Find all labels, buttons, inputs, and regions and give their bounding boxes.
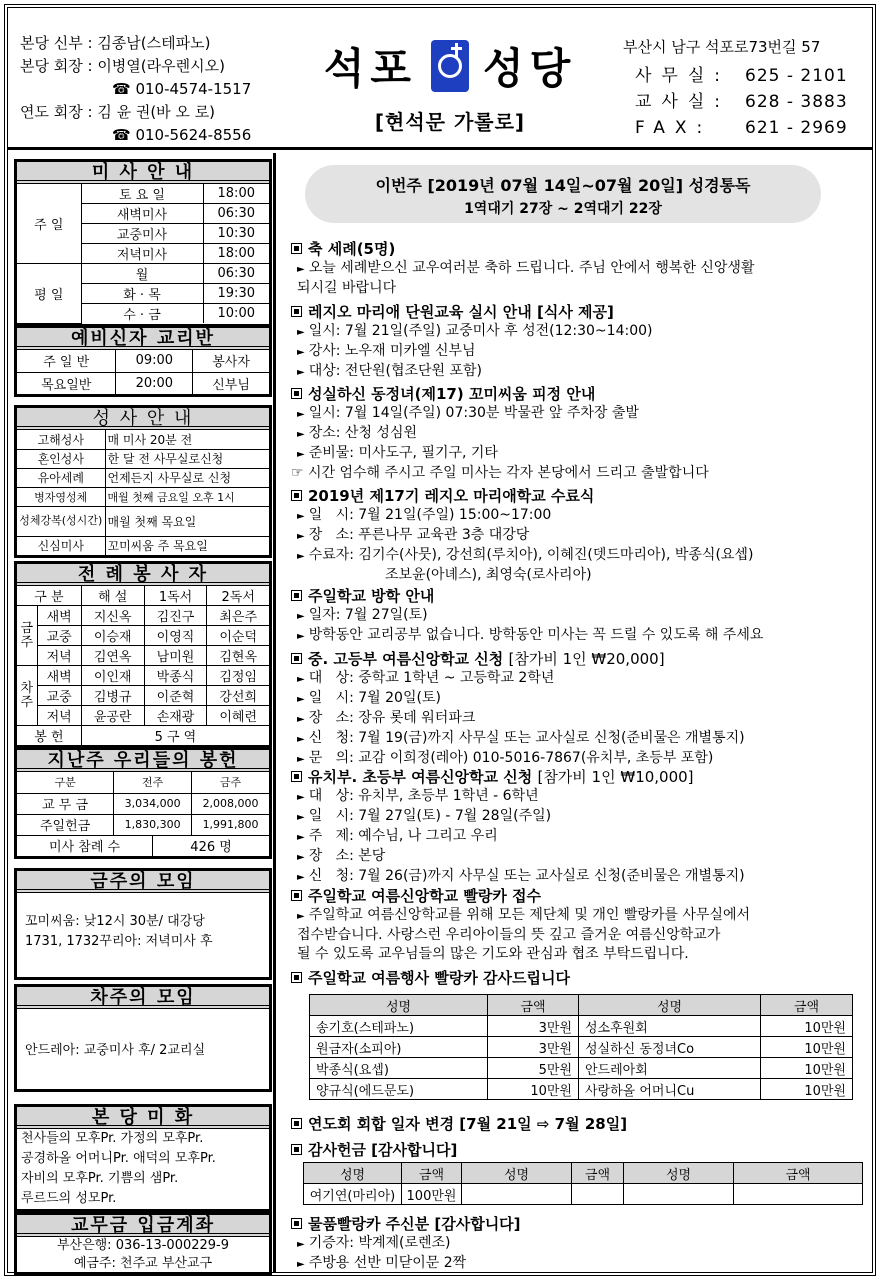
liturgy-servers-box: 전 례 봉 사 자 구 분 해 설 1독서 2독서 금주 새벽 지신옥 김진구 최은주 교중 이승재 이영직 이순덕 저녁 김연옥 남미원 김현옥 차주 새벽 이인재 박종식 김정임 교중 김병규 이준혁 강선희 저녁 윤공란 손재광 이혜련 봉 헌 5 구 역 xyxy=(14,561,272,748)
notice-regional-meeting-change: 연도회 회합 일자 변경 [7월 21일 ⇨ 7월 28일] xyxy=(291,1114,866,1134)
next-week-meetings-title: 차주의 모임 xyxy=(17,987,269,1009)
flowers-title: 본 당 미 화 xyxy=(17,1107,269,1129)
church-name-part2: 성당 xyxy=(483,44,577,93)
arrow-bullet-icon: ► xyxy=(297,264,305,275)
this-week-meetings-title: 금주의 모임 xyxy=(17,871,269,893)
next-week-meetings-box: 차주의 모임 안드레아: 교중미사 후/ 2교리실 xyxy=(14,984,272,1092)
notice-legio-graduation: 2019년 제17기 레지오 마리애학교 수료식 ► 일 시: 7월 21일(주일) 15:00~17:00 ► 장 소: 푸른나무 교육관 3층 대강당 ► 수료자: 김기수(사뭇), 강선희(루치아), 이혜진(뎃드마리아), 박종식(요셉) 조보윤(아녜스), 최영숙(로사리아) xyxy=(291,486,866,585)
square-bullet-icon xyxy=(291,1118,302,1129)
address: 부산시 남구 석포로73번길 57 xyxy=(623,38,821,56)
notice-legio-education: 레지오 마리애 단원교육 실시 안내 [식사 제공] ► 일시: 7월 21일(주일) 교중미사 후 성전(12:30~14:00) ► 강사: 노우재 미카엘 신부님 ► 대상: 전단원(협조단원 포함) xyxy=(291,302,866,382)
president-phone: ☎ 010-4574-1517 xyxy=(112,80,252,98)
bible-reading-banner: 이번주 [2019년 07월 14일~07월 20일] 성경통독 1역대기 27장 ~ 2역대기 22장 xyxy=(305,165,821,223)
leadership-info xyxy=(20,32,251,147)
square-bullet-icon xyxy=(291,972,302,983)
left-column xyxy=(8,153,276,1273)
notice-elementary-camp: 유치부. 초등부 여름신앙학교 신청 [참가비 1인 ₩10,000] ► 대 상: 유치부, 초등부 1학년 - 6학년 ► 일 시: 7월 27일(토) - 7월 28일(주일) ► 주 제: 예수님, 나 그리고 우리 ► 장 소: 본당 ► 신 청: 7월 26(금)까지 사무실 또는 교사실로 신청(준비물은 개별통지) xyxy=(291,767,866,887)
mass-schedule-table: 주 일 토 요 일 18:00 새벽미사 06:30 교중미사 10:30 저녁미사 18:00 평 일 월 06:30 화 · 목 19:30 수 · 금 10:00 xyxy=(17,184,269,324)
notice-palanca-thanks: 주일학교 여름행사 빨랑카 감사드립니다 성명 금액 성명 금액 송기호(스테파노) 3만원 성소후원회 10만원 원금자(소피아) 3만원 성실하신 동정녀Co 10만원 박종식(요셉) 5만원 안드레아회 10만원 양규식(에드문도) 10만원 사랑하올 어머니Cu 10만원 xyxy=(291,968,866,1100)
church-logo-icon xyxy=(431,40,469,92)
contact-office: 사무실: 625 - 2101 xyxy=(635,66,848,86)
square-bullet-icon xyxy=(291,771,302,782)
offering-title: 지난주 우리들의 봉헌 xyxy=(17,750,269,772)
this-week-meetings-box: 금주의 모임 꼬미씨움: 낮12시 30분/ 대강당 1731, 1732꾸리아: 저녁미사 후 xyxy=(14,868,272,980)
square-bullet-icon xyxy=(291,890,302,901)
table-row: 송기호(스테파노) 3만원 성소후원회 10만원 xyxy=(310,1016,853,1037)
pastor: 본당 신부 : 김종남(스테파노) xyxy=(20,34,211,52)
account-holder: 예금주: 천주교 부산교구 xyxy=(73,1256,213,1271)
church-name-part1: 석포 xyxy=(323,44,417,93)
square-bullet-icon xyxy=(291,306,302,317)
table-row: 원금자(소피아) 3만원 성실하신 동정녀Co 10만원 xyxy=(310,1037,853,1058)
catechumen-box: 예비신자 교리반 주 일 반 09:00 봉사자 목요일반 20:00 신부님 xyxy=(14,325,272,397)
sacrament-title: 성 사 안 내 xyxy=(17,408,269,430)
table-row: 박종식(요셉) 5만원 안드레아회 10만원 xyxy=(310,1058,853,1079)
notice-sunday-school-break: 주일학교 방학 안내 ► 일자: 7월 27일(토) ► 방학동안 교리공부 없습니다. 방학동안 미사는 꼭 드릴 수 있도록 해 주세요 xyxy=(291,586,866,646)
bank-account: 부산은행: 036-13-000229-9 xyxy=(56,1238,230,1253)
president: 본당 회장 : 이병열(라우렌시오) xyxy=(20,57,225,75)
account-box xyxy=(14,1212,272,1276)
notice-baptism: 축 세례(5명) ► 오늘 세례받으신 교우여러분 축하 드립니다. 주님 안에서 행복한 신앙생활 되시길 바랍니다 xyxy=(291,239,866,298)
bulletin-page xyxy=(4,4,876,1276)
mass-schedule-title: 미 사 안 내 xyxy=(17,162,269,184)
square-bullet-icon xyxy=(291,243,302,254)
notice-highschool-camp: 중. 고등부 여름신앙학교 신청 [참가비 1인 ₩20,000] ► 대 상: 중학교 1학년 ~ 고등학교 2학년 ► 일 시: 7월 20일(토) ► 장 소: 장유 롯데 워터파크 ► 신 청: 7월 19(금)까지 사무실 또는 교사실로 신청(준비물은 개별통지) ► 문 의: 교감 이희정(레아) 010-5016-7867(유치부, 초등부 포함) xyxy=(291,649,866,769)
notice-goods-palanca: 물품빨랑카 주신분 [감사합니다] ► 기증자: 박계제(로렌조) ► 주방용 선반 미닫이문 2짝 xyxy=(291,1214,866,1274)
notice-palanca-collection: 주일학교 여름신앙학교 빨랑카 접수 ► 주일학교 여름신앙학교를 위해 모든 제단체 및 개인 빨랑카를 사무실에서 접수받습니다. 사랑스런 우리아이들의 뜻 깊고 즐거운 여름신앙학교가 될 수 있도록 교우님들의 많은 기도와 관심과 협조 부탁드립니다. xyxy=(291,886,866,964)
flowers-box: 본 당 미 화 천사들의 모후Pr. 가정의 모후Pr. 공경하올 어머니Pr. 애덕의 모후Pr. 자비의 모후Pr. 기쁨의 샘Pr. 루르드의 성모Pr. xyxy=(14,1104,272,1212)
header xyxy=(8,8,872,150)
square-bullet-icon xyxy=(291,388,302,399)
notice-thanks-offering: 감사헌금 [감사합니다] 성명 금액 성명 금액 성명 금액 여기연(마리아) 100만원 xyxy=(291,1140,866,1205)
contact-fax: FAX: 621 - 2969 xyxy=(635,118,848,138)
square-bullet-icon xyxy=(291,590,302,601)
account-title: 교무금 입금계좌 xyxy=(17,1215,269,1237)
palanca-table: 성명 금액 성명 금액 송기호(스테파노) 3만원 성소후원회 10만원 원금자(소피아) 3만원 성실하신 동정녀Co 10만원 박종식(요셉) 5만원 안드레아회 10만원 양규식(에드문도) 10만원 사랑하올 어머니Cu 10만원 xyxy=(309,994,853,1100)
sacrament-box: 성 사 안 내 고해성사 매 미사 20분 전 혼인성사 한 달 전 사무실로신청 유아세례 언제든지 사무실로 신청 병자영성체 매월 첫째 금요일 오후 1시 성체강복(성시간) 매월 첫째 목요일 신심미사 꼬미씨움 주 목요일 xyxy=(14,405,272,558)
regional-phone: ☎ 010-5624-8556 xyxy=(112,126,252,144)
square-bullet-icon xyxy=(291,1218,302,1229)
square-bullet-icon xyxy=(291,1144,302,1155)
church-title xyxy=(320,36,580,96)
liturgy-servers-title: 전 례 봉 사 자 xyxy=(17,564,269,586)
pointing-hand-note: ☞ 시간 엄수해 주시고 주일 미사는 각자 본당에서 드리고 출발합니다 xyxy=(291,465,709,481)
patron-subtitle: [현석문 가롤로] xyxy=(374,110,526,134)
mass-schedule-box xyxy=(14,159,272,327)
square-bullet-icon xyxy=(291,490,302,501)
regional-president: 연도 회장 : 김 윤 권(바 오 로) xyxy=(20,103,216,121)
contact-info xyxy=(623,36,848,141)
table-row: 여기연(마리아) 100만원 xyxy=(304,1184,863,1205)
contact-teachers: 교사실: 628 - 3883 xyxy=(635,92,848,112)
thanks-offering-table: 성명 금액 성명 금액 성명 금액 여기연(마리아) 100만원 xyxy=(303,1162,863,1205)
table-row: 양규식(에드문도) 10만원 사랑하올 어머니Cu 10만원 xyxy=(310,1079,853,1100)
notice-comitium-retreat: 성실하신 동정녀(제17) 꼬미씨움 피정 안내 ► 일시: 7월 14일(주일) 07:30분 박물관 앞 주차장 출발 ► 장소: 산청 성심원 ► 준비물: 미사도구, 필기구, 기타 ☞ 시간 엄수해 주시고 주일 미사는 각자 본당에서 드리고 출발합니다 xyxy=(291,384,866,483)
square-bullet-icon xyxy=(291,653,302,664)
offering-box: 지난주 우리들의 봉헌 구분 전주 금주 교 무 금 3,034,000 2,008,000 주일헌금 1,830,300 1,991,800 미사 참례 수 426 명 xyxy=(14,747,272,859)
catechumen-title: 예비신자 교리반 xyxy=(17,328,269,350)
church-title-block xyxy=(320,36,580,135)
